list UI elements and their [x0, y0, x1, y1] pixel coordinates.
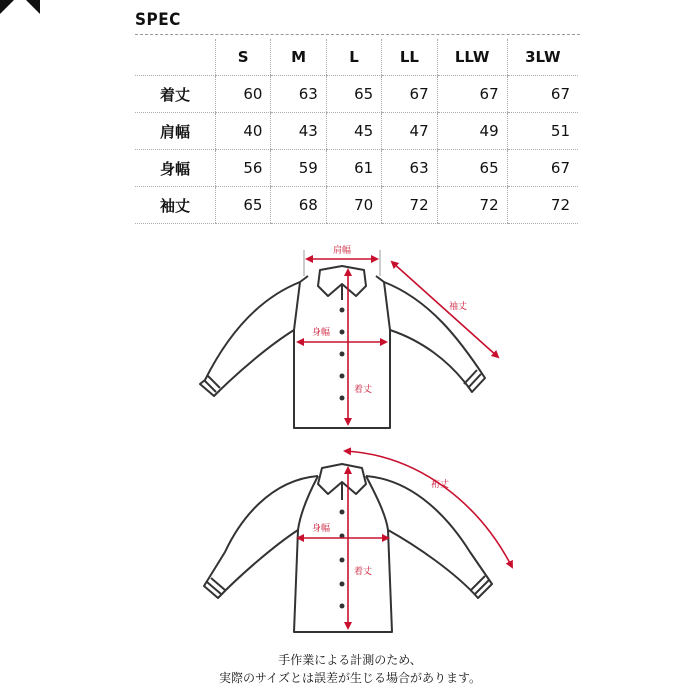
body-width-label: 身幅	[311, 328, 331, 338]
table-cell: 47	[382, 113, 437, 150]
sleeve-length-label: 袖丈	[448, 302, 468, 312]
table-cell: 67	[382, 76, 437, 113]
body-length-label: 着丈	[353, 567, 373, 577]
shirt-set-in-sleeve-illustration	[200, 266, 485, 428]
table-cell: 72	[507, 187, 578, 224]
table-cell: 67	[507, 150, 578, 187]
table-cell: 72	[437, 187, 507, 224]
column-header: LLW	[437, 39, 507, 76]
row-label: 袖丈	[135, 187, 216, 224]
body-length-label: 着丈	[353, 385, 373, 395]
table-cell: 70	[326, 187, 381, 224]
table-cell: 68	[271, 187, 326, 224]
table-cell: 67	[437, 76, 507, 113]
table-cell: 60	[216, 76, 271, 113]
table-cell: 65	[216, 187, 271, 224]
table-cell: 45	[326, 113, 381, 150]
column-header: 3LW	[507, 39, 578, 76]
table-cell: 49	[437, 113, 507, 150]
table-cell: 65	[326, 76, 381, 113]
table-cell: 63	[382, 150, 437, 187]
spec-title: SPEC	[135, 10, 181, 30]
table-cell: 56	[216, 150, 271, 187]
yuki-length-label: 裄丈	[430, 480, 450, 490]
column-header: LL	[382, 39, 437, 76]
column-header: M	[271, 39, 326, 76]
shoulder-width-label: 肩幅	[332, 246, 352, 256]
table-cell: 51	[507, 113, 578, 150]
measurement-note-line2: 実際のサイズとは誤差が生じる場合があります。	[218, 671, 482, 685]
table-cell: 72	[382, 187, 437, 224]
table-cell: 59	[271, 150, 326, 187]
column-header: S	[216, 39, 271, 76]
table-cell: 65	[437, 150, 507, 187]
table-cell: 63	[271, 76, 326, 113]
table-cell: 67	[507, 76, 578, 113]
table-cell: 61	[326, 150, 381, 187]
table-cell: 40	[216, 113, 271, 150]
row-label: 肩幅	[135, 113, 216, 150]
table-cell: 43	[271, 113, 326, 150]
row-label: 着丈	[135, 76, 216, 113]
column-header: L	[326, 39, 381, 76]
body-width-label: 身幅	[311, 524, 331, 534]
row-label: 身幅	[135, 150, 216, 187]
measurement-note-line1: 手作業による計測のため、	[278, 653, 422, 667]
